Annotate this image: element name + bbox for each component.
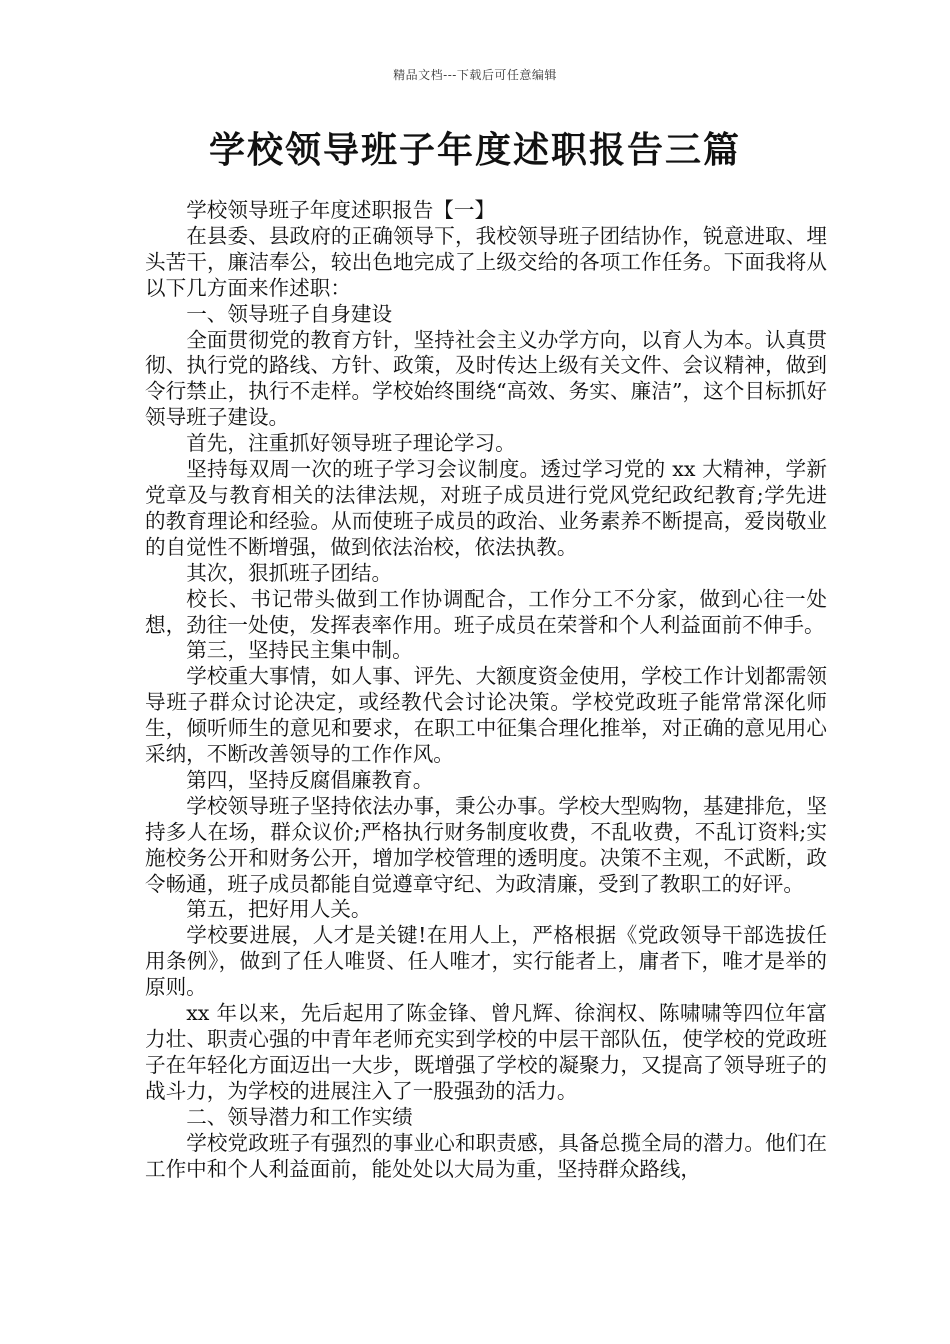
body-paragraph: xx 年以来，先后起用了陈金锋、曾凡辉、徐润权、陈啸啸等四位年富力壮、职责心强的中青年老师充实到学校的中层干部队伍，使学校的党政班子在年轻化方面迈出一大步，既增强了学校的凝聚力，又提高了领导班子的战斗力，为学校的进展注入了一股强劲的活力。 <box>145 1001 827 1103</box>
report-subtitle: 学校领导班子年度述职报告【一】 <box>186 198 496 222</box>
body-paragraph: 坚持每双周一次的班子学习会议制度。透过学习党的 xx 大精神，学新党章及与教育相关的法律法规，对班子成员进行党风党纪政纪教育;学先进的教育理论和经验。从而使班子成员的政治、业务素养不断提高，爱岗敬业的自觉性不断增强，做到依法治校，依法执教。 <box>145 457 827 559</box>
subsection-heading: 第五，把好用人关。 <box>186 897 372 922</box>
intro-paragraph: 在县委、县政府的正确领导下，我校领导班子团结协作，锐意进取、埋头苦干，廉洁奉公，较出色地完成了上级交给的各项工作任务。下面我将从以下几方面来作述职： <box>145 223 827 300</box>
subsection-heading: 首先，注重抓好领导班子理论学习。 <box>186 431 516 456</box>
section-heading: 一、领导班子自身建设 <box>186 301 393 326</box>
document-body <box>145 198 827 1182</box>
body-paragraph: 学校领导班子坚持依法办事，秉公办事。学校大型购物，基建排危，坚持多人在场，群众议价;严格执行财务制度收费，不乱收费，不乱订资料;实施校务公开和财务公开，增加学校管理的透明度。决策不主观，不武断，政令畅通，班子成员都能自觉遵章守纪、为政清廉，受到了教职工的好评。 <box>145 793 827 896</box>
body-paragraph: 校长、书记带头做到工作协调配合，工作分工不分家，做到心往一处想，劲往一处使，发挥表率作用。班子成员在荣誉和个人利益面前不伸手。 <box>145 586 827 637</box>
subsection-heading: 第四，坚持反腐倡廉教育。 <box>186 767 434 792</box>
document-title: 学校领导班子年度述职报告三篇 <box>208 130 741 171</box>
page-header: 精品文档---下载后可任意编辑 <box>393 68 557 82</box>
section-heading: 二、领导潜力和工作实绩 <box>186 1104 413 1129</box>
subsection-heading: 第三，坚持民主集中制。 <box>186 638 413 663</box>
subsection-heading: 其次，狠抓班子团结。 <box>186 560 393 585</box>
body-paragraph: 学校要进展，人才是关键!在用人上，严格根据《党政领导干部选拔任用条例》，做到了任人唯贤、任人唯才，实行能者上，庸者下，唯才是举的原则。 <box>145 923 827 1000</box>
body-paragraph: 学校党政班子有强烈的事业心和职责感，具备总揽全局的潜力。他们在工作中和个人利益面前，能处处以大局为重，坚持群众路线， <box>145 1130 827 1181</box>
body-paragraph: 学校重大事情，如人事、评先、大额度资金使用，学校工作计划都需领导班子群众讨论决定，或经教代会讨论决策。学校党政班子能常常深化师生，倾听师生的意见和要求，在职工中征集合理化推举，对正确的意见用心采纳，不断改善领导的工作作风。 <box>145 664 827 767</box>
body-paragraph: 全面贯彻党的教育方针，坚持社会主义办学方向，以育人为本。认真贯彻、执行党的路线、方针、政策，及时传达上级有关文件、会议精神，做到令行禁止，执行不走样。学校始终围绕“高效、务实、廉洁”，这个目标抓好领导班子建设。 <box>145 327 827 430</box>
